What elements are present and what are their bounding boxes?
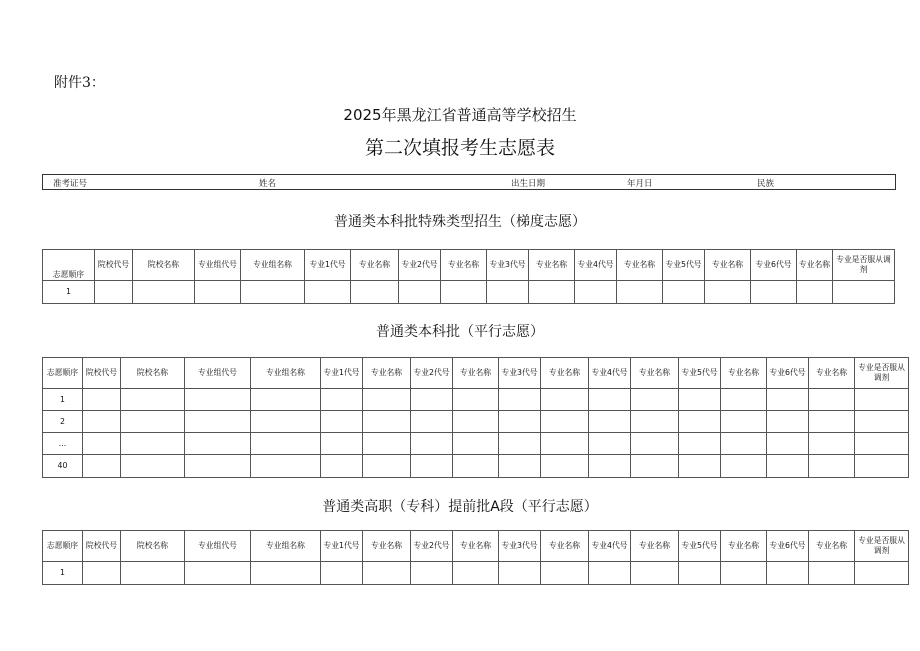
row-order-number: 40 <box>43 455 83 478</box>
entry-cell[interactable] <box>529 281 575 304</box>
entry-cell[interactable] <box>631 389 679 411</box>
entry-cell[interactable] <box>617 281 663 304</box>
entry-cell[interactable] <box>631 433 679 455</box>
entry-cell[interactable] <box>679 389 721 411</box>
column-header: 专业名称 <box>351 250 399 281</box>
column-header: 专业6代号 <box>751 250 797 281</box>
entry-cell[interactable] <box>767 411 809 433</box>
exam-id-label: 准考证号 <box>53 179 88 189</box>
vocational-advance-table <box>42 530 909 585</box>
entry-cell[interactable] <box>809 562 855 585</box>
entry-cell[interactable] <box>321 433 363 455</box>
entry-cell[interactable] <box>855 433 909 455</box>
table-row <box>43 433 909 455</box>
entry-cell[interactable] <box>589 433 631 455</box>
special-admission-table <box>42 249 895 304</box>
row-order-number: ... <box>43 433 83 455</box>
entry-cell[interactable] <box>251 433 321 455</box>
entry-cell[interactable] <box>251 562 321 585</box>
column-header: 专业名称 <box>363 358 411 389</box>
dob-label: 出生日期 <box>511 179 546 189</box>
entry-cell[interactable] <box>453 433 499 455</box>
entry-cell[interactable] <box>83 433 121 455</box>
entry-cell[interactable] <box>185 562 251 585</box>
entry-cell[interactable] <box>541 455 589 478</box>
form-title-line2: 第二次填报考生志愿表 <box>364 137 555 159</box>
column-header: 专业6代号 <box>767 531 809 562</box>
column-header: 专业名称 <box>809 358 855 389</box>
entry-cell[interactable] <box>487 281 529 304</box>
form-title-line1: 2025年黑龙江省普通高等学校招生 <box>343 106 577 124</box>
entry-cell[interactable] <box>631 411 679 433</box>
column-header: 专业名称 <box>453 531 499 562</box>
entry-cell[interactable] <box>83 562 121 585</box>
column-header: 专业组代号 <box>195 250 241 281</box>
column-header: 专业名称 <box>797 250 833 281</box>
column-header: 专业2代号 <box>411 531 453 562</box>
column-header: 专业5代号 <box>679 358 721 389</box>
entry-cell[interactable] <box>83 455 121 478</box>
column-header: 专业组代号 <box>185 531 251 562</box>
entry-cell[interactable] <box>411 389 453 411</box>
column-header: 专业组代号 <box>185 358 251 389</box>
entry-cell[interactable] <box>321 411 363 433</box>
entry-cell[interactable] <box>121 455 185 478</box>
entry-cell[interactable] <box>721 455 767 478</box>
date-units: 年月日 <box>627 179 653 189</box>
entry-cell[interactable] <box>589 411 631 433</box>
column-header: 专业5代号 <box>663 250 705 281</box>
column-header: 专业6代号 <box>767 358 809 389</box>
row-order-number: 1 <box>43 281 95 304</box>
entry-cell[interactable] <box>541 411 589 433</box>
entry-cell[interactable] <box>809 411 855 433</box>
entry-cell[interactable] <box>241 281 305 304</box>
entry-cell[interactable] <box>541 389 589 411</box>
column-header: 专业4代号 <box>589 358 631 389</box>
entry-cell[interactable] <box>767 562 809 585</box>
entry-cell[interactable] <box>541 562 589 585</box>
entry-cell[interactable] <box>321 562 363 585</box>
entry-cell[interactable] <box>411 562 453 585</box>
column-header: 专业组名称 <box>251 358 321 389</box>
entry-cell[interactable] <box>83 411 121 433</box>
entry-cell[interactable] <box>121 389 185 411</box>
entry-cell[interactable] <box>499 455 541 478</box>
entry-cell[interactable] <box>767 389 809 411</box>
column-header: 专业1代号 <box>305 250 351 281</box>
entry-cell[interactable] <box>195 281 241 304</box>
column-header: 专业名称 <box>631 358 679 389</box>
section-title-special: 普通类本科批特殊类型招生（梯度志愿） <box>334 214 586 230</box>
column-header: 院校代号 <box>83 531 121 562</box>
table-row <box>43 455 909 478</box>
entry-cell[interactable] <box>251 455 321 478</box>
entry-cell[interactable] <box>721 562 767 585</box>
column-header: 专业名称 <box>809 531 855 562</box>
column-header: 专业名称 <box>617 250 663 281</box>
entry-cell[interactable] <box>721 389 767 411</box>
column-header: 专业3代号 <box>499 531 541 562</box>
column-header: 志愿顺序 <box>43 250 95 281</box>
entry-cell[interactable] <box>631 562 679 585</box>
column-header: 专业名称 <box>453 358 499 389</box>
row-order-number: 1 <box>43 389 83 411</box>
entry-cell[interactable] <box>631 455 679 478</box>
entry-cell[interactable] <box>453 389 499 411</box>
entry-cell[interactable] <box>453 562 499 585</box>
column-header: 专业4代号 <box>575 250 617 281</box>
entry-cell[interactable] <box>399 281 441 304</box>
column-header: 专业名称 <box>541 358 589 389</box>
entry-cell[interactable] <box>751 281 797 304</box>
column-header: 专业名称 <box>705 250 751 281</box>
table-row <box>43 281 895 304</box>
entry-cell[interactable] <box>411 411 453 433</box>
undergrad-parallel-table <box>42 357 909 478</box>
entry-cell[interactable] <box>453 411 499 433</box>
entry-cell[interactable] <box>83 389 121 411</box>
column-header: 专业4代号 <box>589 531 631 562</box>
entry-cell[interactable] <box>411 455 453 478</box>
entry-cell[interactable] <box>363 455 411 478</box>
column-header: 院校名称 <box>121 358 185 389</box>
entry-cell[interactable] <box>185 411 251 433</box>
table-row <box>43 389 909 411</box>
column-header: 专业名称 <box>721 531 767 562</box>
entry-cell[interactable] <box>453 455 499 478</box>
entry-cell[interactable] <box>499 389 541 411</box>
column-header: 院校名称 <box>133 250 195 281</box>
column-header: 专业是否服从调剂 <box>855 531 909 562</box>
entry-cell[interactable] <box>499 562 541 585</box>
entry-cell[interactable] <box>185 433 251 455</box>
entry-cell[interactable] <box>663 281 705 304</box>
row-order-number: 1 <box>43 562 83 585</box>
table-row <box>43 411 909 433</box>
column-header: 院校代号 <box>83 358 121 389</box>
entry-cell[interactable] <box>499 433 541 455</box>
section-title-vocational: 普通类高职（专科）提前批A段（平行志愿） <box>322 499 598 515</box>
entry-cell[interactable] <box>767 433 809 455</box>
column-header: 专业名称 <box>441 250 487 281</box>
column-header: 专业是否服从调剂 <box>833 250 895 281</box>
column-header: 院校名称 <box>121 531 185 562</box>
entry-cell[interactable] <box>133 281 195 304</box>
entry-cell[interactable] <box>589 455 631 478</box>
column-header: 专业组名称 <box>241 250 305 281</box>
entry-cell[interactable] <box>411 433 453 455</box>
entry-cell[interactable] <box>679 455 721 478</box>
entry-cell[interactable] <box>95 281 133 304</box>
entry-cell[interactable] <box>441 281 487 304</box>
column-header: 专业组名称 <box>251 531 321 562</box>
column-header: 专业名称 <box>721 358 767 389</box>
entry-cell[interactable] <box>499 411 541 433</box>
entry-cell[interactable] <box>679 411 721 433</box>
column-header: 专业3代号 <box>499 358 541 389</box>
entry-cell[interactable] <box>797 281 833 304</box>
entry-cell[interactable] <box>589 562 631 585</box>
entry-cell[interactable] <box>705 281 751 304</box>
row-order-number: 2 <box>43 411 83 433</box>
entry-cell[interactable] <box>855 389 909 411</box>
candidate-info-bar <box>42 174 896 190</box>
entry-cell[interactable] <box>363 562 411 585</box>
entry-cell[interactable] <box>855 411 909 433</box>
entry-cell[interactable] <box>679 562 721 585</box>
column-header: 院校代号 <box>95 250 133 281</box>
entry-cell[interactable] <box>121 411 185 433</box>
name-label: 姓名 <box>259 179 277 189</box>
entry-cell[interactable] <box>185 455 251 478</box>
entry-cell[interactable] <box>363 433 411 455</box>
entry-cell[interactable] <box>809 433 855 455</box>
entry-cell[interactable] <box>251 389 321 411</box>
entry-cell[interactable] <box>721 433 767 455</box>
column-header: 专业名称 <box>541 531 589 562</box>
column-header: 专业1代号 <box>321 358 363 389</box>
table-row <box>43 562 909 585</box>
ethnicity-label: 民族 <box>757 179 775 189</box>
column-header: 志愿顺序 <box>43 531 83 562</box>
column-header: 专业1代号 <box>321 531 363 562</box>
attachment-label: 附件3： <box>54 75 105 91</box>
entry-cell[interactable] <box>351 281 399 304</box>
entry-cell[interactable] <box>363 389 411 411</box>
entry-cell[interactable] <box>251 411 321 433</box>
column-header: 专业名称 <box>363 531 411 562</box>
entry-cell[interactable] <box>121 433 185 455</box>
entry-cell[interactable] <box>363 411 411 433</box>
column-header: 志愿顺序 <box>43 358 83 389</box>
column-header: 专业2代号 <box>411 358 453 389</box>
entry-cell[interactable] <box>767 455 809 478</box>
entry-cell[interactable] <box>855 562 909 585</box>
entry-cell[interactable] <box>721 411 767 433</box>
entry-cell[interactable] <box>321 389 363 411</box>
section-title-undergrad: 普通类本科批（平行志愿） <box>376 324 544 340</box>
entry-cell[interactable] <box>809 455 855 478</box>
entry-cell[interactable] <box>575 281 617 304</box>
column-header: 专业名称 <box>631 531 679 562</box>
entry-cell[interactable] <box>833 281 895 304</box>
entry-cell[interactable] <box>321 455 363 478</box>
entry-cell[interactable] <box>121 562 185 585</box>
column-header: 专业2代号 <box>399 250 441 281</box>
column-header: 专业5代号 <box>679 531 721 562</box>
column-header: 专业是否服从调剂 <box>855 358 909 389</box>
entry-cell[interactable] <box>679 433 721 455</box>
entry-cell[interactable] <box>185 389 251 411</box>
entry-cell[interactable] <box>809 389 855 411</box>
column-header: 专业名称 <box>529 250 575 281</box>
column-header: 专业3代号 <box>487 250 529 281</box>
entry-cell[interactable] <box>855 455 909 478</box>
entry-cell[interactable] <box>589 389 631 411</box>
entry-cell[interactable] <box>305 281 351 304</box>
entry-cell[interactable] <box>541 433 589 455</box>
